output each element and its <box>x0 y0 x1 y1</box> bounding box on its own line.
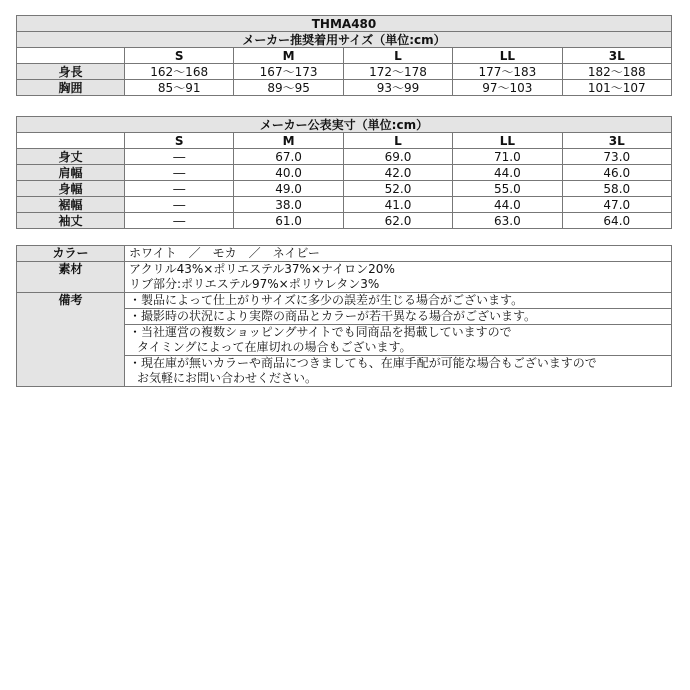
table-cell: 62.0 <box>343 213 452 229</box>
row-label: 裾幅 <box>17 197 125 213</box>
table-row <box>17 165 672 181</box>
table-cell: 89〜95 <box>234 80 343 96</box>
table-cell: 40.0 <box>234 165 343 181</box>
note-continuation: タイミングによって在庫切れの場合もございます。 <box>137 340 412 354</box>
table-cell: ― <box>125 165 234 181</box>
table-cell: 162〜168 <box>125 64 234 80</box>
table-cell: 69.0 <box>343 149 452 165</box>
table-cell: 64.0 <box>562 213 671 229</box>
actual-size-table <box>16 116 672 229</box>
notes-value <box>125 293 672 387</box>
size-label: S <box>125 48 234 64</box>
product-details-table <box>16 245 672 387</box>
color-row <box>17 246 672 262</box>
table-cell: ― <box>125 149 234 165</box>
row-label: 胸囲 <box>17 80 125 96</box>
table-cell: 38.0 <box>234 197 343 213</box>
corner-cell <box>17 133 125 149</box>
recommended-size-table <box>16 15 672 96</box>
note-text: ・当社運営の複数ショッピングサイトでも同商品を掲載していますので <box>129 325 512 339</box>
table-cell: 47.0 <box>562 197 671 213</box>
table-cell: 172〜178 <box>343 64 452 80</box>
material-line: リブ部分:ポリエステル97%×ポリウレタン3% <box>129 277 380 291</box>
size-header-row <box>17 133 672 149</box>
table-row <box>17 80 672 96</box>
table-cell: 42.0 <box>343 165 452 181</box>
table-cell: 63.0 <box>453 213 562 229</box>
product-code: THMA480 <box>17 16 672 32</box>
table-cell: ― <box>125 181 234 197</box>
size-label: M <box>234 133 343 149</box>
table-cell: 182〜188 <box>562 64 671 80</box>
table-cell: 44.0 <box>453 165 562 181</box>
color-label: カラー <box>17 246 125 262</box>
row-label: 袖丈 <box>17 213 125 229</box>
table-row <box>17 64 672 80</box>
table-cell: 71.0 <box>453 149 562 165</box>
note-text: ・現在庫が無いカラーや商品につきましても、在庫手配が可能な場合もございますので <box>129 356 597 370</box>
table-cell: 41.0 <box>343 197 452 213</box>
material-label: 素材 <box>17 262 125 293</box>
size-label: 3L <box>562 133 671 149</box>
note-item: ・撮影時の状況により実際の商品とカラーが若干異なる場合がございます。 <box>125 309 671 325</box>
note-item <box>125 325 671 356</box>
row-label: 身幅 <box>17 181 125 197</box>
table-cell: 101〜107 <box>562 80 671 96</box>
material-row <box>17 262 672 293</box>
table-cell: 58.0 <box>562 181 671 197</box>
table-row <box>17 149 672 165</box>
material-value <box>125 262 672 293</box>
table-cell: 46.0 <box>562 165 671 181</box>
table-cell: 177〜183 <box>453 64 562 80</box>
size-header-row <box>17 48 672 64</box>
actual-title: メーカー公表実寸（単位:cm） <box>17 117 672 133</box>
table-cell: ― <box>125 213 234 229</box>
size-label: L <box>343 133 452 149</box>
table-cell: 85〜91 <box>125 80 234 96</box>
table-cell: 167〜173 <box>234 64 343 80</box>
note-item: ・製品によって仕上がりサイズに多少の誤差が生じる場合がございます。 <box>125 293 671 309</box>
row-label: 肩幅 <box>17 165 125 181</box>
table-cell: 73.0 <box>562 149 671 165</box>
table-cell: 61.0 <box>234 213 343 229</box>
size-label: L <box>343 48 452 64</box>
note-item <box>125 356 671 386</box>
corner-cell <box>17 48 125 64</box>
size-label: 3L <box>562 48 671 64</box>
recommended-title: メーカー推奨着用サイズ（単位:cm） <box>17 32 672 48</box>
notes-row <box>17 293 672 387</box>
size-label: M <box>234 48 343 64</box>
size-label: S <box>125 133 234 149</box>
table-cell: 55.0 <box>453 181 562 197</box>
table-cell: 49.0 <box>234 181 343 197</box>
size-label: LL <box>453 48 562 64</box>
color-value: ホワイト ／ モカ ／ ネイビー <box>125 246 672 262</box>
row-label: 身長 <box>17 64 125 80</box>
table-cell: 97〜103 <box>453 80 562 96</box>
material-line: アクリル43%×ポリエステル37%×ナイロン20% <box>129 262 395 276</box>
table-cell: 44.0 <box>453 197 562 213</box>
notes-label: 備考 <box>17 293 125 387</box>
table-cell: 52.0 <box>343 181 452 197</box>
row-label: 身丈 <box>17 149 125 165</box>
note-continuation: お気軽にお問い合わせください。 <box>137 371 318 385</box>
table-cell: 67.0 <box>234 149 343 165</box>
table-cell: 93〜99 <box>343 80 452 96</box>
table-row <box>17 197 672 213</box>
size-label: LL <box>453 133 562 149</box>
table-row <box>17 213 672 229</box>
table-row <box>17 181 672 197</box>
table-cell: ― <box>125 197 234 213</box>
